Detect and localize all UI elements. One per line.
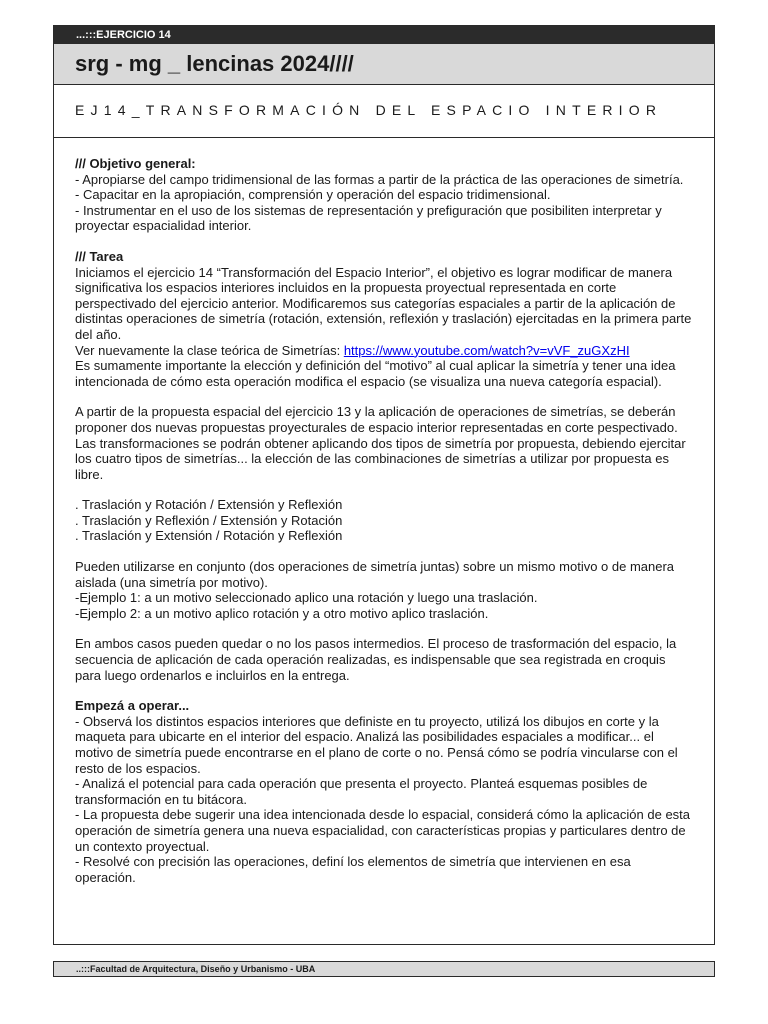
spacer [75, 621, 694, 636]
exercise-label: ...:::EJERCICIO 14 [54, 26, 714, 44]
page-subtitle: EJ14_TRANSFORMACIÓN DEL ESPACIO INTERIOR [54, 85, 714, 138]
document-body [54, 138, 714, 885]
objetivo-item: - Capacitar en la apropiación, comprensión y operación del espacio tridimensional. [75, 187, 551, 203]
video-prefix: Ver nuevamente la clase teórica de Simetrías: [75, 342, 344, 358]
operar-item: - Resolvé con precisión las operaciones, definí los elementos de simetría que intervienen en esa operación. [75, 854, 631, 885]
operar-item: - Analizá el potencial para cada operación que presenta el proyecto. Planteá esquemas posibles de transformación en tu bitácora. [75, 776, 648, 807]
document-frame [53, 25, 715, 945]
spacer [75, 544, 694, 559]
operar-item: - Observá los distintos espacios interiores que definiste en tu proyecto, utilizá los dibujos en corte y la maqueta para ubicarte en el interior del espacio. Analizá las posibilidades espaciales a modificar... el motivo de simetría puede encontrarse en el plano de corte o no. Pensá cómo se podría vincularse con el resto de los espacios. [75, 713, 678, 776]
conjunto-text: Pueden utilizarse en conjunto (dos operaciones de simetría juntas) sobre un mismo motivo o de manera aislada (una simetría por motivo). [75, 559, 675, 590]
spacer [75, 234, 694, 249]
operar-item: - La propuesta debe sugerir una idea intencionada desde lo espacial, considerá cómo la aplicación de esta operación de simetría genera una nueva espacialidad, con características propias y particulares dentro de un contexto proyectual. [75, 807, 691, 854]
example-2: -Ejemplo 2: a un motivo aplico rotación y a otro motivo aplico traslación. [75, 605, 489, 621]
combination-item: . Traslación y Extensión / Rotación y Reflexión [75, 528, 343, 544]
tarea-intro: Iniciamos el ejercicio 14 “Transformación del Espacio Interior”, el objetivo es lograr modificar de manera significativa los espacios interiores incluidos en la propuesta proyectual representada en corte perspectivado del ejercicio anterior. Modificaremos sus categorías espaciales a partir de la aplicación de distintas operaciones de simetría (rotación, extensión, reflexión y traslación) ejercitadas en la primera parte del año. [75, 264, 692, 342]
operar-heading: Empezá a operar... [75, 698, 190, 714]
objetivo-item: - Apropiarse del campo tridimensional de las formas a partir de la práctica de las operaciones de simetría. [75, 171, 684, 187]
tarea-importance: Es sumamente importante la elección y definición del “motivo” al cual aplicar la simetría y tener una idea intencionada de cómo esta operación modifica el espacio (se visualiza una nueva categoría espacial). [75, 358, 676, 389]
tarea-proposal: A partir de la propuesta espacial del ejercicio 13 y la aplicación de operaciones de simetrías, se deberán proponer dos nuevas propuestas proyecturales de espacio interior representadas en corte pespectivado. Las transformaciones se podrán obtener aplicando dos tipos de simetría por propuesta, debiendo ejercitar los cuatro tipos de simetrías... la elección de las combinaciones de simetrías a utilizar por propuesta es libre. [75, 404, 686, 482]
video-reference [75, 343, 694, 359]
page-title: srg - mg _ lencinas 2024//// [54, 44, 714, 85]
tarea-heading: /// Tarea [75, 248, 124, 264]
combination-item: . Traslación y Rotación / Extensión y Reflexión [75, 497, 343, 513]
spacer [75, 389, 694, 404]
youtube-link[interactable]: https://www.youtube.com/watch?v=vVF_zuGXzHI [343, 342, 630, 358]
example-1: -Ejemplo 1: a un motivo seleccionado aplico una rotación y luego una traslación. [75, 590, 538, 606]
objetivo-item: - Instrumentar en el uso de los sistemas de representación y prefiguración que posibiliten interpretar y proyectar espacialidad interior. [75, 202, 662, 234]
objetivo-heading: /// Objetivo general: [75, 156, 196, 171]
spacer [75, 683, 694, 698]
combination-item: . Traslación y Reflexión / Extensión y Rotación [75, 512, 343, 528]
spacer [75, 482, 694, 497]
ambos-text: En ambos casos pueden quedar o no los pasos intermedios. El proceso de trasformación del espacio, la secuencia de aplicación de cada operación realizadas, es indispensable que sea registrada en croquis para luego ordenarlos e incluirlos en la entrega. [75, 636, 677, 683]
page-footer: ..:::Facultad de Arquitectura, Diseño y Urbanismo - UBA [53, 961, 715, 977]
